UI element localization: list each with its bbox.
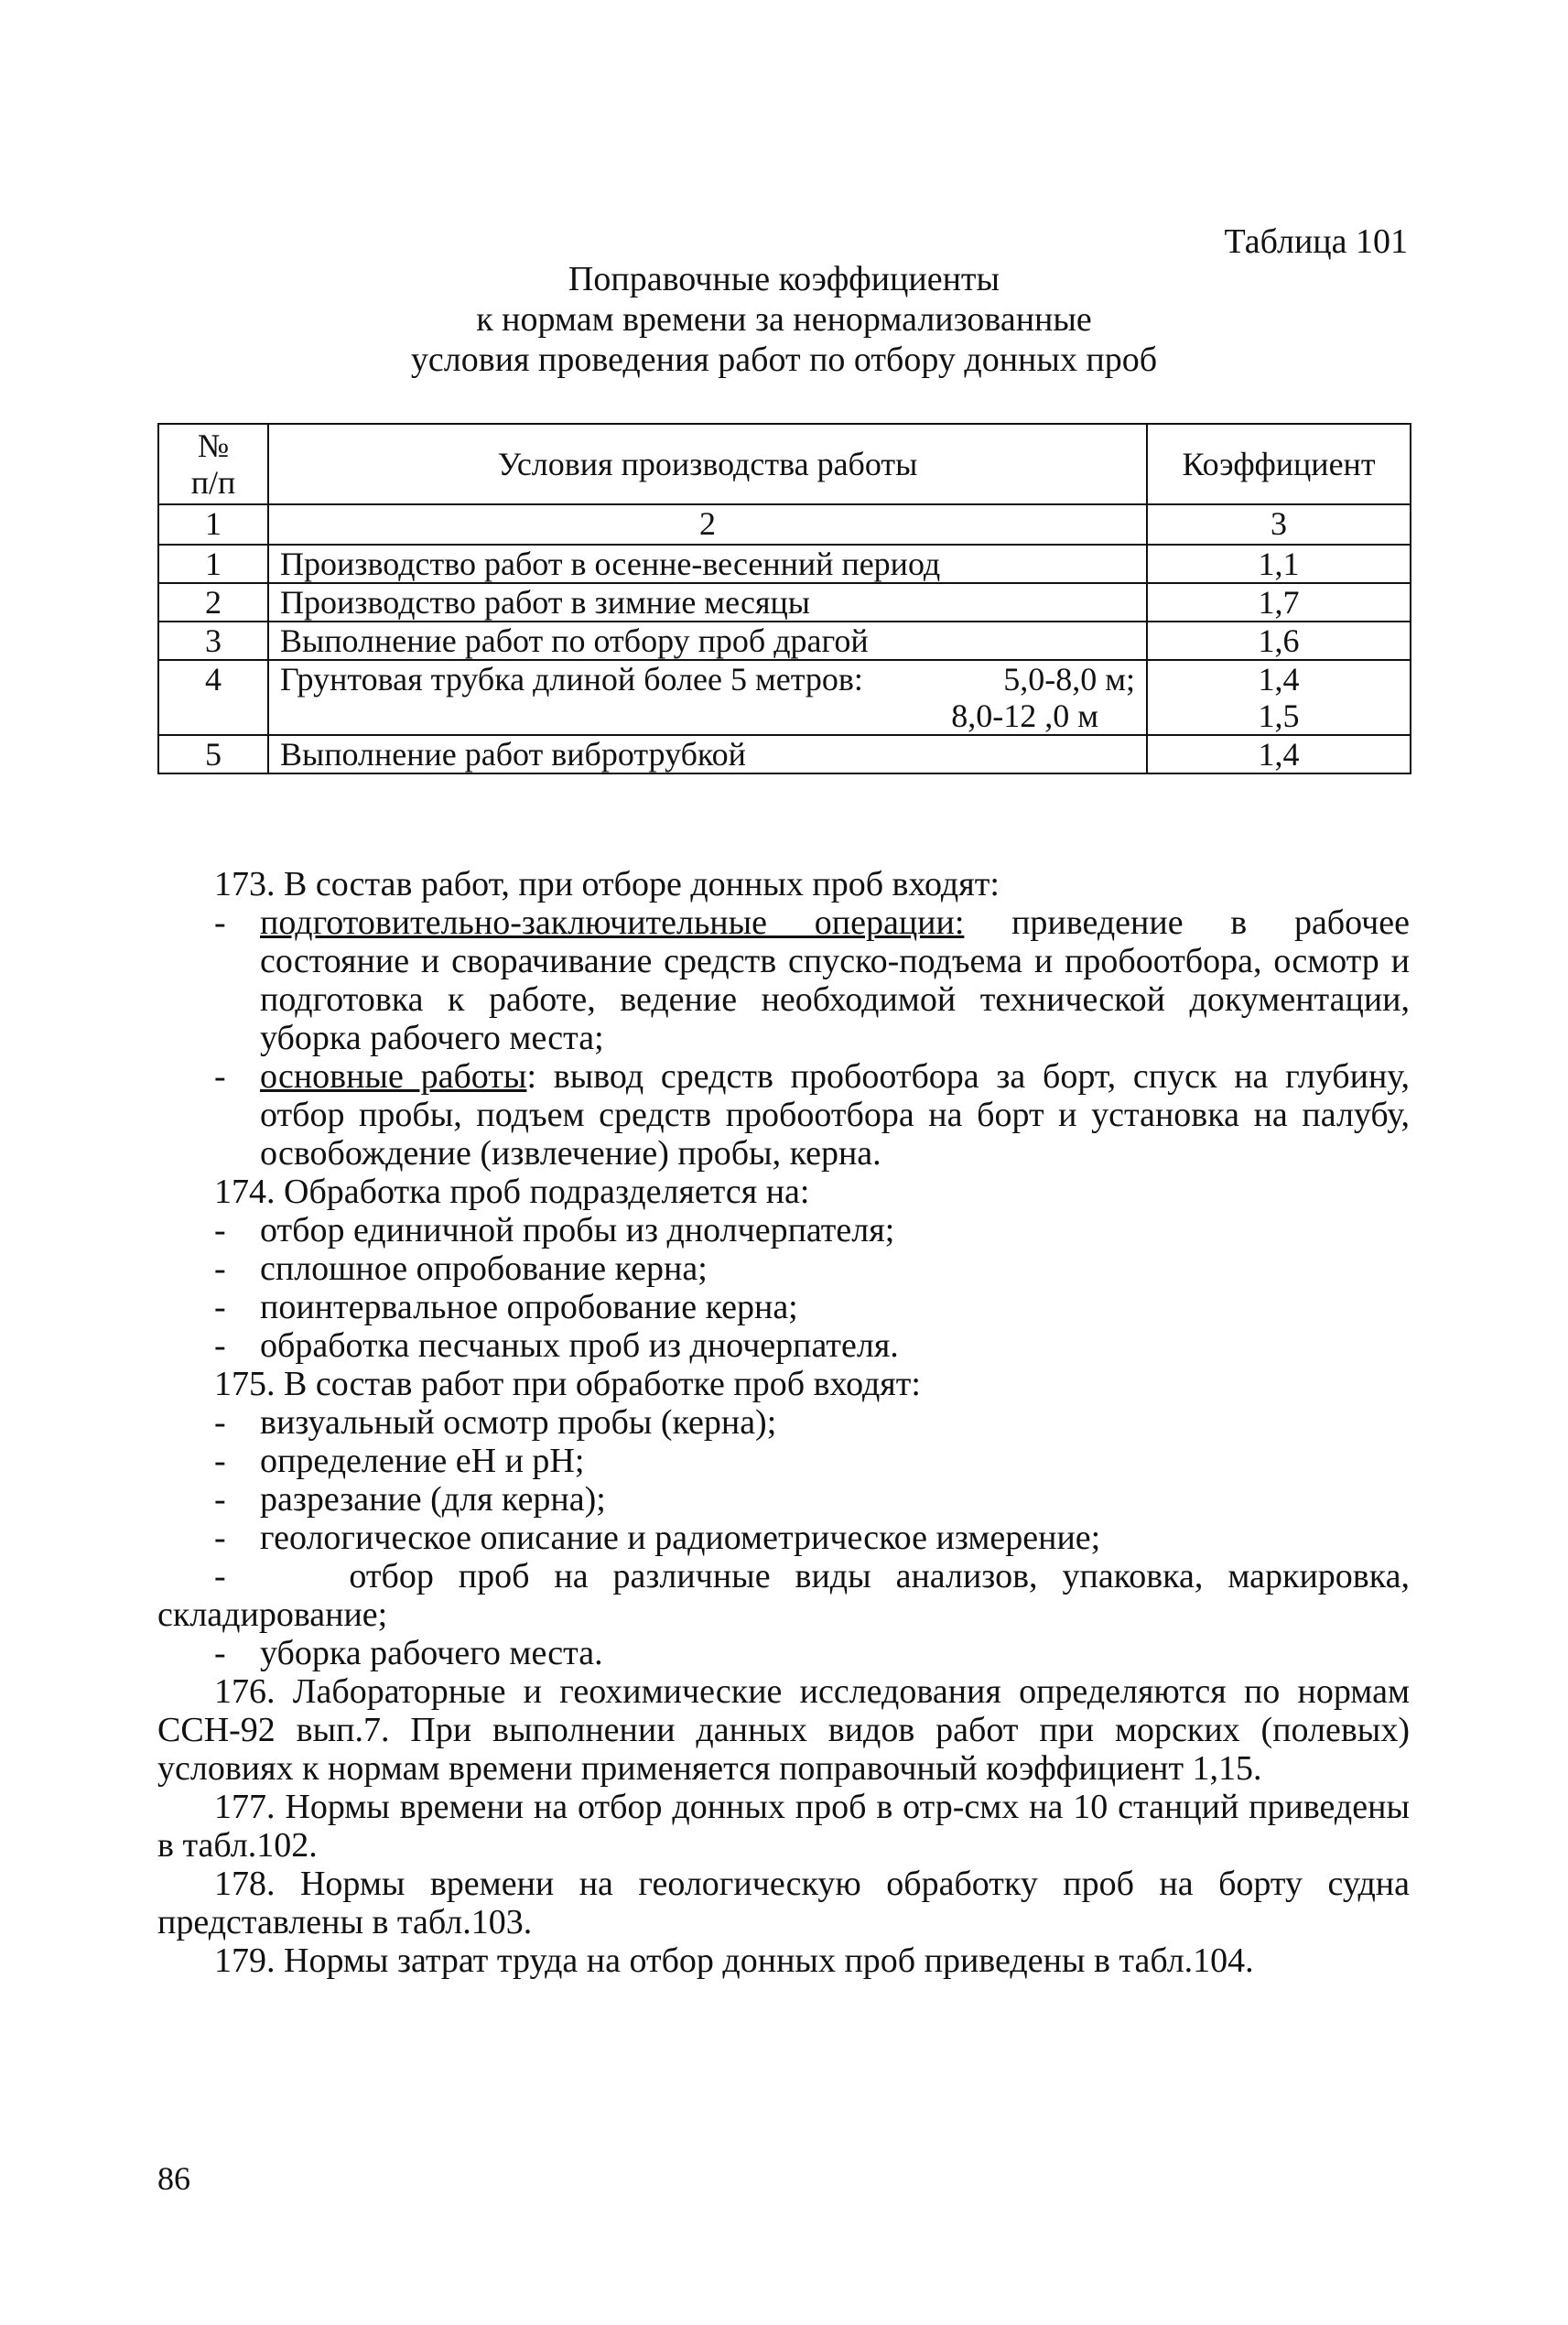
row-coefficient: 1,4 [1147,735,1411,773]
row-condition: Производство работ в зимние месяцы [268,583,1147,622]
list-item [157,1211,1410,1249]
list-item-text: геологическое описание и радиометрическое измерение; [260,1519,1101,1557]
paragraph-177: 177. Нормы времени на отбор донных проб в отр-смх на 10 станций приведены в табл.102. [157,1788,1410,1865]
list-dash: - [214,1480,226,1519]
list-item [157,1403,1410,1442]
list-item-text: сплошное опробование керна; [260,1249,708,1288]
paragraph-178: 178. Нормы времени на геологическую обработку проб на борту судна представлены в табл.103. [157,1865,1410,1941]
condition-line [280,661,1135,698]
list-item-text: визуальный осмотр пробы (керна); [260,1403,777,1442]
list-item-text: разрезание (для керна); [260,1480,606,1519]
list-item-label: основные работы [260,1057,527,1096]
paragraph-174: 174. Обработка проб подразделяется на: [214,1173,810,1211]
table-row [158,583,1411,622]
list-dash: - [214,1519,226,1557]
list-dash: - [214,1557,226,1595]
row-coefficient: 1,7 [1147,583,1411,622]
header-number-symbol: № [197,427,230,464]
condition-range: 5,0-8,0 м; [1003,661,1135,698]
paragraph-179: 179. Нормы затрат труда на отбор донных проб приведены в табл.104. [214,1941,1254,1980]
table-row [158,735,1411,773]
list-dash: - [214,1403,226,1442]
list-dash: - [214,1326,226,1365]
list-dash: - [214,1442,226,1480]
list-dash: - [214,1211,226,1249]
row-coefficient: 1,1 [1147,545,1411,583]
list-dash: - [214,1249,226,1288]
row-number: 3 [158,622,268,660]
list-item-text: обработка песчаных проб из дночерпателя. [260,1326,899,1365]
row-condition: Выполнение работ по отбору проб драгой [268,622,1147,660]
header-number [158,424,268,504]
row-condition: Выполнение работ вибротрубкой [268,735,1147,773]
list-item [157,1057,1410,1173]
list-item [157,1249,1410,1288]
list-dash: - [214,1634,226,1672]
list-item-text: приведение в рабочее состояние и сворачивание средств спуско-подъема и пробоотбора, осмотр и подготовка к работе, ведение необходимой технической документации, уборка рабочего места; [260,903,1410,1057]
header-conditions: Условия производства работы [268,424,1147,504]
row-number: 5 [158,735,268,773]
row-condition [268,660,1147,735]
row-number: 4 [158,660,268,735]
list-item-text: отбор проб на различные виды анализов, упаковка, маркировка, складирование; [157,1557,1411,1634]
list-item-label: подготовительно-заключительные операции: [260,903,965,942]
header-number-label: п/п [190,464,236,501]
list-item [157,1519,1410,1557]
column-number: 2 [268,504,1147,545]
row-coefficient [1147,660,1411,735]
list-dash: - [214,903,226,942]
row-number: 2 [158,583,268,622]
table-row [158,622,1411,660]
list-item-text: поинтервальное опробование керна; [260,1288,798,1326]
row-number: 1 [158,545,268,583]
coefficient-value: 1,4 [1258,661,1300,698]
paragraph-176: 176. Лабораторные и геохимические исследования определяются по нормам ССН-92 вып.7. При выполнении данных видов работ при морских (полевых) условиях к нормам времени применяется поправочный коэффициент 1,15. [157,1672,1410,1788]
list-dash: - [214,1057,226,1096]
body-text [157,865,1410,1980]
list-item [157,1326,1410,1365]
column-number: 3 [1147,504,1411,545]
row-coefficient: 1,6 [1147,622,1411,660]
row-condition: Производство работ в осенне-весенний период [268,545,1147,583]
list-item-text: определение eH и pH; [260,1442,585,1480]
paragraph-175: 175. В состав работ при обработке проб входят: [214,1365,921,1403]
column-numbering-row [158,504,1411,545]
table-header-row [158,424,1411,504]
list-item [157,903,1410,1057]
table-row [158,545,1411,583]
condition-range: 8,0-12 ,0 м [951,698,1098,734]
column-number: 1 [158,504,268,545]
list-item-text: отбор единичной пробы из днолчерпателя; [260,1211,895,1249]
title-line: условия проведения работ по отбору донных проб [410,341,1158,379]
list-item [157,1442,1410,1480]
header-coefficient: Коэффициент [1147,424,1411,504]
table-title [0,259,1568,380]
table-label: Таблица 101 [1224,222,1408,261]
list-item-text: уборка рабочего места. [260,1634,603,1672]
list-item [157,1480,1410,1519]
table-row [158,660,1411,735]
list-item [157,1634,1410,1672]
list-item-text: : вывод средств пробоотбора за борт, спуск на глубину, отбор пробы, подъем средств пробоотбора на борт и установка на палубу, освобождение (извлечение) пробы, керна. [260,1057,1410,1173]
list-dash: - [214,1288,226,1326]
coefficient-value: 1,5 [1258,698,1300,734]
title-line: Поправочные коэффициенты [568,260,1000,298]
title-line: к нормам времени за ненормализованные [476,300,1092,339]
page-number: 86 [157,2160,190,2197]
coefficients-table [157,423,1411,774]
condition-text: Грунтовая трубка длиной более 5 метров: [280,661,863,698]
list-item [157,1288,1410,1326]
list-item [157,1557,1410,1634]
paragraph-173: 173. В состав работ, при отборе донных проб входят: [214,865,1000,903]
